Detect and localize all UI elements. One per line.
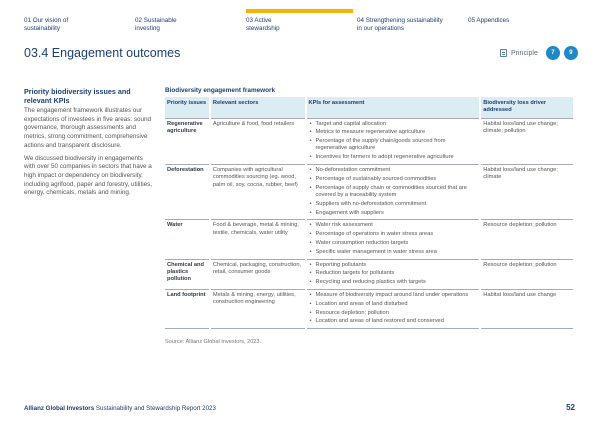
cell-issue: Deforestation	[165, 165, 209, 220]
cell-sectors: Companies with agricultural commodities sourcing (eg. wood, palm oil, soy, cocoa, rubber, beef)	[211, 165, 305, 220]
table-row	[165, 165, 573, 220]
nav-item-appendices[interactable]: 05 Appendices	[468, 17, 510, 24]
framework-title: Biodiversity engagement framework	[165, 87, 276, 94]
cell-kpis	[307, 220, 480, 259]
kpi-item: • Suppliers with no-deforestation commitment	[309, 201, 478, 208]
kpi-item: • Resource depletion; pollution	[309, 310, 478, 317]
cell-driver: Habitat loss/land use change; climate; pollution	[481, 119, 573, 165]
header-kpis: KPIs for assessment	[307, 97, 480, 119]
table-row	[165, 290, 573, 329]
cell-kpis	[307, 165, 480, 220]
kpi-item: • Percentage of the supply chain/goods sourced from regenerative agriculture	[309, 138, 478, 153]
footer	[24, 405, 216, 412]
framework-section	[165, 87, 575, 345]
page-title: 03.4 Engagement outcomes	[24, 46, 181, 60]
page-number: 52	[566, 403, 575, 412]
cell-issue: Regenerative agriculture	[165, 119, 209, 165]
cell-kpis	[307, 260, 480, 290]
cell-sectors: Metals & mining, energy, utilities, construction engineering	[211, 290, 305, 329]
nav-item-operations[interactable]: 04 Strengthening sustainability in our operations	[357, 17, 443, 32]
footer-brand: Allianz Global Investors	[24, 405, 95, 412]
cell-driver: Resource depletion; pollution	[481, 220, 573, 259]
nav-item-vision[interactable]: 01 Our vision of sustainability	[24, 17, 69, 32]
nav-item-active-stewardship[interactable]: 03 Active stewardship	[246, 17, 280, 32]
kpi-item: • Location and areas of land disturbed	[309, 301, 478, 308]
section-nav	[0, 0, 600, 40]
document-icon	[500, 49, 507, 57]
kpi-item: • Recycling and reducing plastics with targets	[309, 279, 478, 286]
kpi-item: • Percentage of operations in water stress areas	[309, 231, 478, 238]
principle-label: Principle	[511, 49, 538, 57]
kpi-item: • Water consumption reduction targets	[309, 240, 478, 247]
cell-driver: Habitat loss/land use change; climate	[481, 165, 573, 220]
cell-kpis	[307, 119, 480, 165]
cell-kpis	[307, 290, 480, 329]
kpi-item: • Percentage of supply chain or commodities sourced that are covered by a traceability system	[309, 185, 478, 200]
table-row	[165, 260, 573, 290]
table-header-row	[165, 97, 573, 119]
kpi-item: • Reduction targets for pollutants	[309, 270, 478, 277]
footer-report-title: Sustainability and Stewardship Report 2023	[95, 405, 216, 412]
kpi-item: • Water risk assessment	[309, 222, 478, 229]
kpi-item: • Specific water management in water stress area	[309, 249, 478, 256]
principle-links	[500, 46, 578, 60]
kpi-item: • No-deforestation commitment	[309, 167, 478, 174]
nav-item-sustainable-investing[interactable]: 02 Sustainable investing	[135, 17, 177, 32]
kpi-item: • Target and capital allocation	[309, 121, 478, 128]
intro-column	[24, 87, 154, 202]
kpi-item: • Reporting pollutants	[309, 262, 478, 269]
kpi-item: • Location and areas of land restored and conserved	[309, 318, 478, 325]
cell-issue: Water	[165, 220, 209, 259]
cell-issue: Chemical and plastics pollution	[165, 260, 209, 290]
kpi-item: • Percentage of sustainably sourced commodities	[309, 176, 478, 183]
principle-badge-7[interactable]: 7	[546, 46, 560, 60]
kpi-item: • Incentives for farmers to adopt regenerative agriculture	[309, 154, 478, 161]
header-driver: Biodiversity loss driver addressed	[481, 97, 573, 119]
cell-issue: Land footprint	[165, 290, 209, 329]
kpi-item: • Metrics to measure regenerative agriculture	[309, 129, 478, 136]
framework-table	[163, 97, 575, 329]
table-row	[165, 119, 573, 165]
cell-sectors: Food & beverage, metal & mining, textile, chemicals, water utility	[211, 220, 305, 259]
intro-heading: Priority biodiversity issues and relevant KPIs	[24, 87, 131, 105]
table-row	[165, 220, 573, 259]
cell-sectors: Chemical, packaging, construction, retail, consumer goods	[211, 260, 305, 290]
cell-driver: Habitat loss/land use change	[481, 290, 573, 329]
kpi-item: • Measure of biodiversity impact around land under operations	[309, 292, 478, 299]
header-sectors: Relevant sectors	[211, 97, 305, 119]
active-section-indicator	[246, 9, 353, 13]
header-priority: Priority issues	[165, 97, 209, 119]
kpi-item: • Engagement with suppliers	[309, 210, 478, 217]
cell-driver: Resource depletion; pollution	[481, 260, 573, 290]
intro-paragraph: We discussed biodiversity in engagements with over 50 companies in sectors that have a high impact or dependency on biodiversity, including agrifood, paper and forestry, utilities, energy, chemicals, metals and mining.	[24, 154, 152, 197]
intro-paragraph: The engagement framework illustrates our expectations of investees in five areas: sound governance, thorough assessments and metrics, strong commitment, comprehensive actions and transparent disclosure.	[24, 107, 152, 149]
source-note: Source: Allianz Global Investors, 2023.	[165, 339, 262, 346]
principle-badge-9[interactable]: 9	[564, 46, 578, 60]
cell-sectors: Agriculture & food, food retailers	[211, 119, 305, 165]
